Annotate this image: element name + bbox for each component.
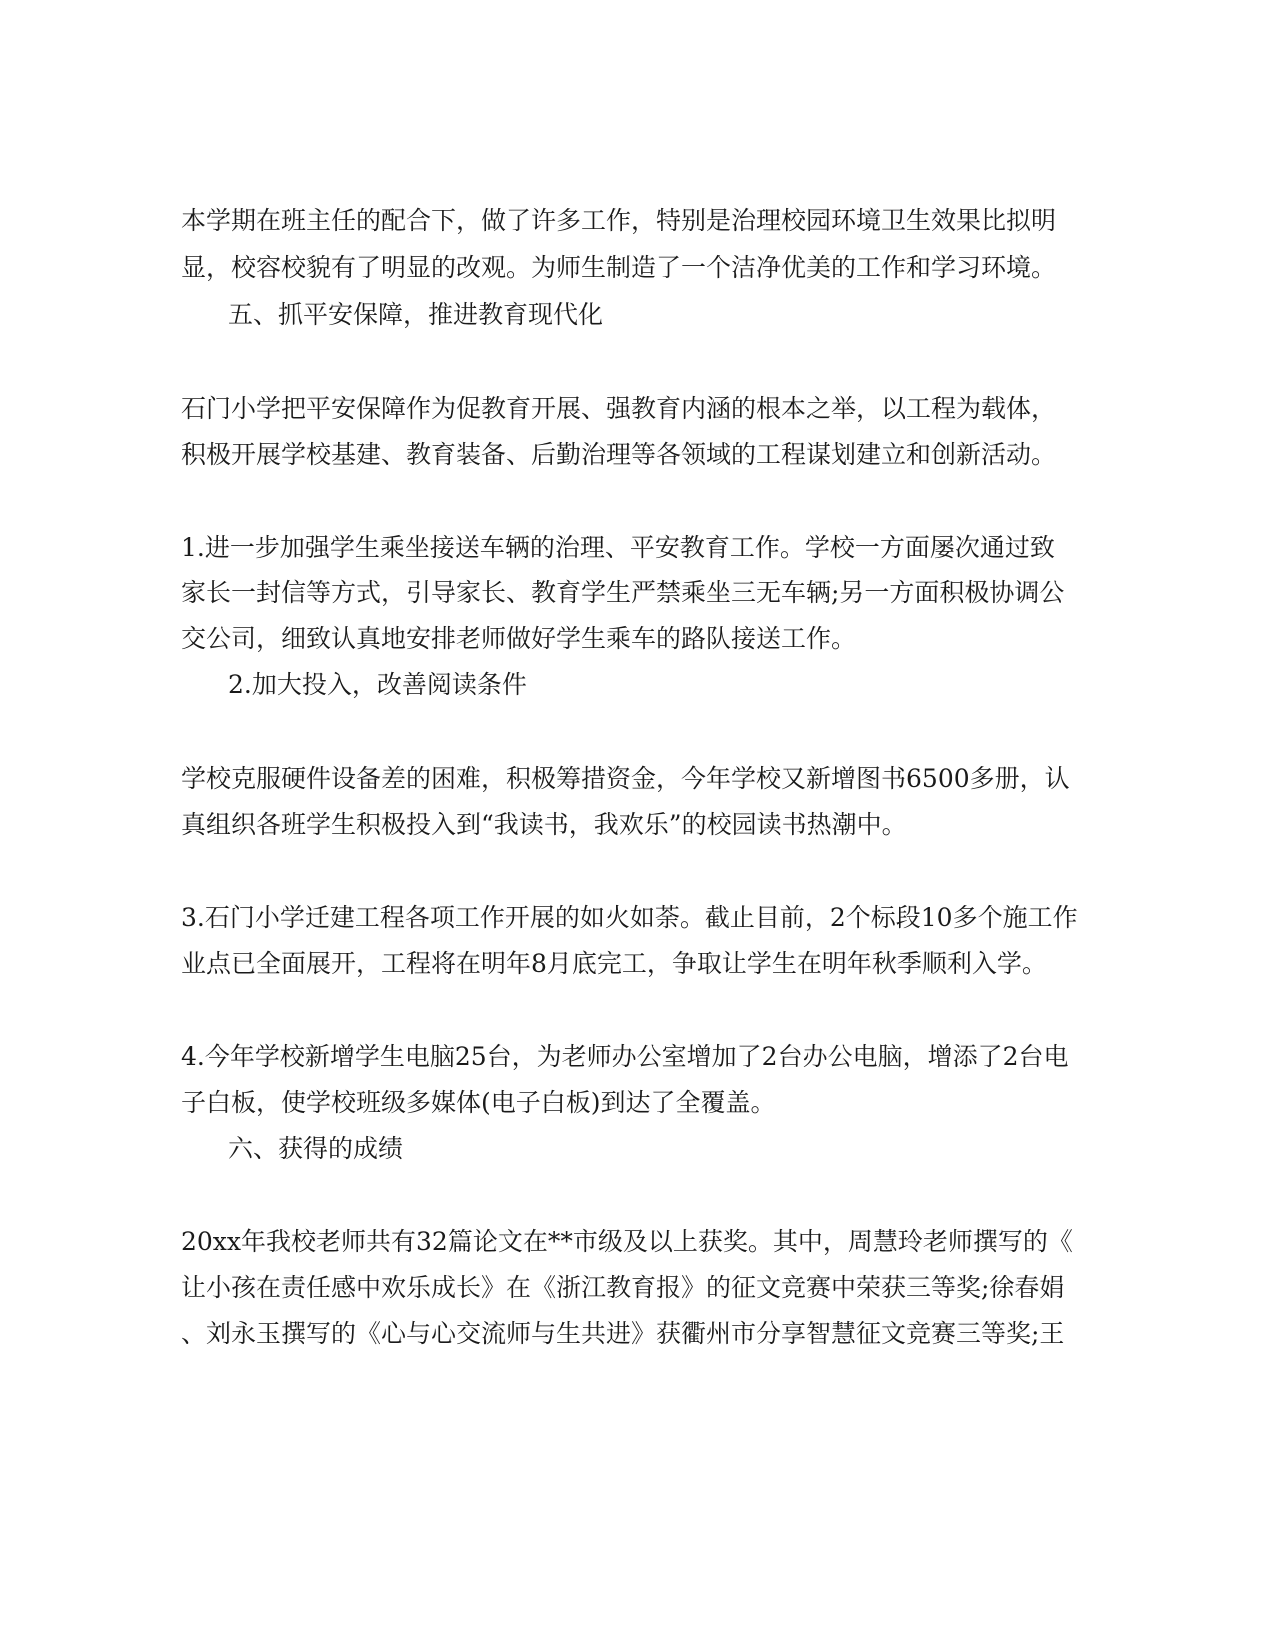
paragraph-line: 3.石门小学迁建工程各项工作开展的如火如荼。截止目前，2个标段10多个施工作 bbox=[181, 903, 1078, 932]
paragraph-line: 石门小学把平安保障作为促教育开展、强教育内涵的根本之举，以工程为载体， bbox=[181, 394, 1057, 423]
paragraph-line: 真组织各班学生积极投入到“我读书，我欢乐”的校园读书热潮中。 bbox=[181, 810, 907, 839]
subheading-2: 2.加大投入，改善阅读条件 bbox=[228, 670, 527, 699]
paragraph-line: 1.进一步加强学生乘坐接送车辆的治理、平安教育工作。学校一方面屡次通过致 bbox=[181, 533, 1055, 562]
paragraph-line: 、刘永玉撰写的《心与心交流师与生共进》获衢州市分享智慧征文竞赛三等奖;王 bbox=[181, 1319, 1065, 1348]
paragraph-line: 家长一封信等方式，引导家长、教育学生严禁乘坐三无车辆;另一方面积极协调公 bbox=[181, 578, 1065, 607]
section-heading-6: 六、获得的成绩 bbox=[228, 1134, 404, 1163]
section-heading-5: 五、抓平安保障，推进教育现代化 bbox=[228, 300, 604, 329]
paragraph-line: 业点已全面展开，工程将在明年8月底完工，争取让学生在明年秋季顺利入学。 bbox=[181, 949, 1047, 978]
paragraph-line: 交公司，细致认真地安排老师做好学生乘车的路队接送工作。 bbox=[181, 624, 857, 653]
paragraph-line: 积极开展学校基建、教育装备、后勤治理等各领域的工程谋划建立和创新活动。 bbox=[181, 440, 1057, 469]
paragraph-line: 学校克服硬件设备差的困难，积极筹措资金，今年学校又新增图书6500多册，认 bbox=[181, 764, 1070, 793]
paragraph-line: 20xx年我校老师共有32篇论文在**市级及以上获奖。其中，周慧玲老师撰写的《 bbox=[181, 1227, 1073, 1256]
paragraph-line: 让小孩在责任感中欢乐成长》在《浙江教育报》的征文竞赛中荣获三等奖;徐春娟 bbox=[181, 1273, 1065, 1302]
paragraph-line: 本学期在班主任的配合下，做了许多工作，特别是治理校园环境卫生效果比拟明 bbox=[181, 206, 1057, 235]
paragraph-line: 显，校容校貌有了明显的改观。为师生制造了一个洁净优美的工作和学习环境。 bbox=[181, 253, 1057, 282]
paragraph-line: 子白板，使学校班级多媒体(电子白板)到达了全覆盖。 bbox=[181, 1088, 776, 1117]
paragraph-line: 4.今年学校新增学生电脑25台，为老师办公室增加了2台办公电脑，增添了2台电 bbox=[181, 1042, 1069, 1071]
